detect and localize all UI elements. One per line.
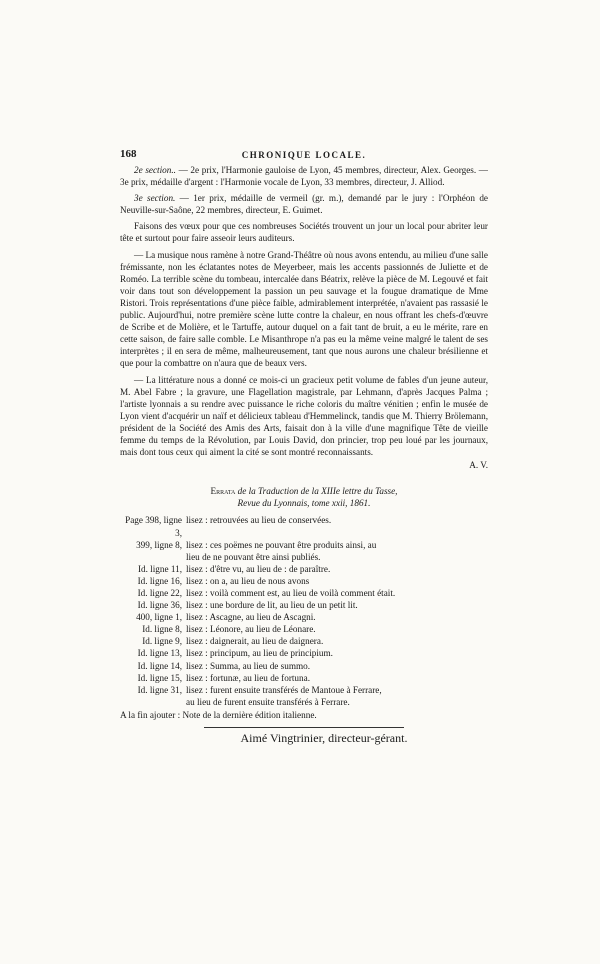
errata-entry xyxy=(120,623,488,635)
errata-list xyxy=(120,514,488,708)
paragraph-musique xyxy=(120,249,488,370)
paragraph-section-3 xyxy=(120,192,488,216)
errata-text: lisez : voilà comment est, au lieu de voilà comment était. xyxy=(186,588,396,598)
paragraph-text: — La musique nous ramène à notre Grand-Théâtre où nous avons entendu, au milieu d'une salle frémissante, non les éclatantes notes de Meyerbeer, mais les accents passionnés de Juliette et de Roméo. La terrible scène du tombeau, intercalée dans Béatrix, relève la pièce de M. Legouvé et fait voir dans tout son développement la passion un peu sauvage et la fougue dramatique de Mme Ristori. Trois représentations d'une pièce faible, admirablement interprétée, n'avaient pas rassasié le public. Aujourd'hui, notre première scène lutte contre la chaleur, en nous offrant les chefs-d'œuvre de Scribe et de Molière, et le Tartuffe, autour duquel on a fait tant de bruit, a eu le mérite, rare en cette saison, de faire salle comble. Le Misanthrope n'a pas eu la même veine malgré le talent de ses interprètes ; il en sera de même, malheureusement, tant que nous aurons une chaleur brésilienne et que pour la combattre on n'aura que de beaux vers. xyxy=(120,249,488,369)
signature: A. V. xyxy=(469,460,488,471)
errata-text: lisez : une bordure de lit, au lieu de un petit lit. xyxy=(186,600,358,611)
errata-ref: Id. ligne 9, xyxy=(142,636,182,647)
paragraph-text: — 2e prix, l'Harmonie gauloise de Lyon, 45 membres, directeur, Alex. Georges. — 3e prix, médaille d'argent : l'Harmonie vocale de Lyon, 33 membres, directeur, J. Alliod. xyxy=(120,165,488,188)
errata-entry xyxy=(120,684,488,696)
paragraph-text: — 1er prix, médaille de vermeil (gr. m.), demandé par le jury : l'Orphéon de Neuville-sur-Saône, 22 membres, directeur, E. Guimet. xyxy=(120,193,488,216)
paragraph-voeux xyxy=(120,220,488,244)
errata-ref: 399, ligne 8, xyxy=(136,539,182,550)
paragraph-litterature xyxy=(120,374,488,459)
errata-text: lisez : daignerait, au lieu de daignera. xyxy=(186,636,324,647)
paragraph-section-2 xyxy=(120,164,488,188)
running-head: CHRONIQUE LOCALE. xyxy=(241,150,367,160)
errata-ref: Id. ligne 31, xyxy=(137,684,182,695)
errata-ref: Id. ligne 8, xyxy=(142,624,182,635)
gerant-signature: Aimé Vingtrinier, directeur-gérant. xyxy=(240,731,408,746)
errata-ref: Id. ligne 13, xyxy=(137,648,182,659)
errata-entry xyxy=(120,672,488,684)
errata-text: lisez : d'être vu, au lieu de : de paraître. xyxy=(186,563,331,574)
errata-text: lisez : retrouvées au lieu de conservées. xyxy=(186,515,332,526)
errata-ref: Id. ligne 16, xyxy=(137,575,182,586)
errata-ref: Id. ligne 36, xyxy=(137,600,182,611)
errata-entry xyxy=(120,599,488,611)
errata-text: lisez : Léonore, au lieu de Léonare. xyxy=(186,624,316,635)
errata-text: lisez : principum, au lieu de principium. xyxy=(186,648,333,659)
errata-text: lisez : on a, au lieu de nous avons xyxy=(186,575,310,586)
errata-text: lisez : Summa, au lieu de summo. xyxy=(186,660,311,671)
errata-text: lisez : furent ensuite transférés de Mantoue à Ferrare, xyxy=(186,684,382,695)
paragraph-text: Faisons des vœux pour que ces nombreuses Sociétés trouvent un jour un local pour abriter leur tête et surtout pour faire asseoir leurs auditeurs. xyxy=(120,221,488,244)
errata-ref: Id. ligne 14, xyxy=(137,660,182,671)
errata-label: Errata xyxy=(210,486,236,497)
errata-continuation: lieu de ne pouvant être ainsi publiés. xyxy=(186,551,321,562)
errata-ref: 400, ligne 1, xyxy=(136,612,182,623)
page-number: 168 xyxy=(120,148,137,160)
section-label: 3e section. xyxy=(134,193,176,204)
errata-entry xyxy=(120,563,488,575)
errata-text: lisez : ces poëmes ne pouvant être produits ainsi, au xyxy=(186,539,377,550)
errata-entry xyxy=(120,514,488,538)
errata-title-text: de la Traduction de la XIIIe lettre du Tasse, xyxy=(235,486,398,497)
errata-subtitle: Revue du Lyonnais, tome xxii, 1861. xyxy=(237,498,371,509)
page xyxy=(120,148,488,744)
errata-title xyxy=(120,485,488,497)
errata-entry xyxy=(120,587,488,599)
errata-entry xyxy=(120,611,488,623)
errata-ref: Page 398, ligne 3, xyxy=(125,515,182,538)
errata-entry xyxy=(120,647,488,659)
errata-text: lisez : Ascagne, au lieu de Ascagni. xyxy=(186,612,316,623)
errata-entry xyxy=(120,575,488,587)
section-label: 2e section.. xyxy=(134,165,176,175)
divider xyxy=(204,727,404,728)
errata-continuation: au lieu de furent ensuite transférés à Ferrare. xyxy=(186,696,350,707)
page-header xyxy=(120,148,488,164)
errata-ref: Id. ligne 11, xyxy=(137,563,182,574)
errata-text: lisez : fortunæ, au lieu de fortuna. xyxy=(186,672,310,683)
errata-entry xyxy=(120,539,488,551)
paragraph-text: — La littérature nous a donné ce mois-ci un gracieux petit volume de fables d'un jeune auteur, M. Abel Fabre ; la gravure, une Flagellation magistrale, par Lehmann, d'après Jacques Palma ; l'artiste lyonnais a su rendre avec puissance le riche coloris du maître vénitien ; enfin le musée de Lyon vient d'acquérir un naïf et délicieux tableau d'Hemmelinck, tandis que M. Thierry Brölemann, président de la Société des Amis des Arts, faisait don à la ville d'une magnifique Tête de vieille femme du temps de la Révolution, par Louis David, don princier, trop peu loué par les journaux, mais dont tous ceux qui aiment la cité se sont montré reconnaissants. xyxy=(120,374,488,458)
errata-ref: Id. ligne 22, xyxy=(137,588,182,598)
errata-entry xyxy=(120,635,488,647)
errata-entry xyxy=(120,660,488,672)
errata-addendum: A la fin ajouter : Note de la dernière édition italienne. xyxy=(120,709,317,720)
errata-ref: Id. ligne 15, xyxy=(137,672,182,683)
